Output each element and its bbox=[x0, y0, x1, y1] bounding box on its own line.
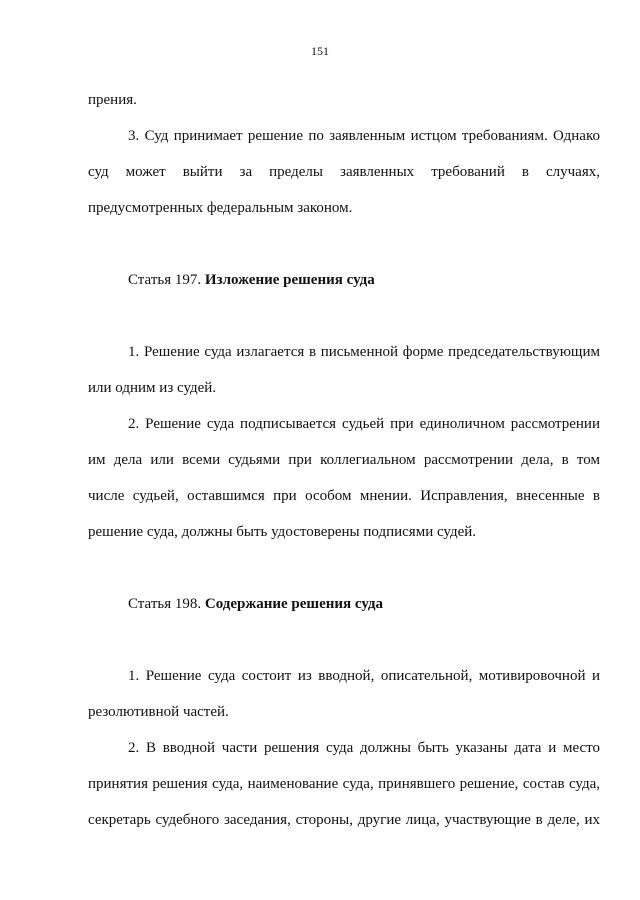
text-line: секретарь судебного заседания, стороны, другие лица, участвующие в деле, их bbox=[88, 812, 600, 828]
text-line: принятия решения суда, наименование суда, принявшего решение, состав суда, bbox=[88, 776, 600, 792]
text-line: резолютивной частей. bbox=[88, 704, 229, 720]
article-number: Статья 198. bbox=[128, 596, 202, 612]
text-line: 2. В вводной части решения суда должны быть указаны дата и место bbox=[128, 740, 600, 756]
article-title: Изложение решения суда bbox=[204, 272, 375, 288]
text-line: решение суда, должны быть удостоверены подписями судей. bbox=[88, 524, 477, 540]
article-heading-198 bbox=[88, 592, 600, 628]
text-line: 1. Решение суда излагается в письменной форме председательствующим bbox=[128, 344, 600, 360]
text-line: числе судьей, оставшимся при особом мнении. Исправления, внесенные в bbox=[88, 488, 600, 504]
text-line: суд может выйти за пределы заявленных требований в случаях, bbox=[88, 164, 600, 180]
article-number: Статья 197. bbox=[128, 272, 202, 288]
text-line: или одним из судей. bbox=[88, 380, 217, 396]
text-line: 3. Суд принимает решение по заявленным истцом требованиям. Однако bbox=[128, 128, 600, 144]
text-line: предусмотренных федеральным законом. bbox=[88, 200, 353, 216]
text-line: 1. Решение суда состоит из вводной, описательной, мотивировочной и bbox=[128, 668, 600, 684]
article-title: Содержание решения суда bbox=[204, 596, 384, 612]
document-body bbox=[88, 88, 600, 844]
page-number: 151 bbox=[311, 44, 329, 58]
text-line: им дела или всеми судьями при коллегиальном рассмотрении дела, в том bbox=[88, 452, 600, 468]
text-line: 2. Решение суда подписывается судьей при единоличном рассмотрении bbox=[128, 416, 600, 432]
text-line: прения. bbox=[88, 92, 137, 108]
article-heading-197 bbox=[88, 268, 600, 304]
